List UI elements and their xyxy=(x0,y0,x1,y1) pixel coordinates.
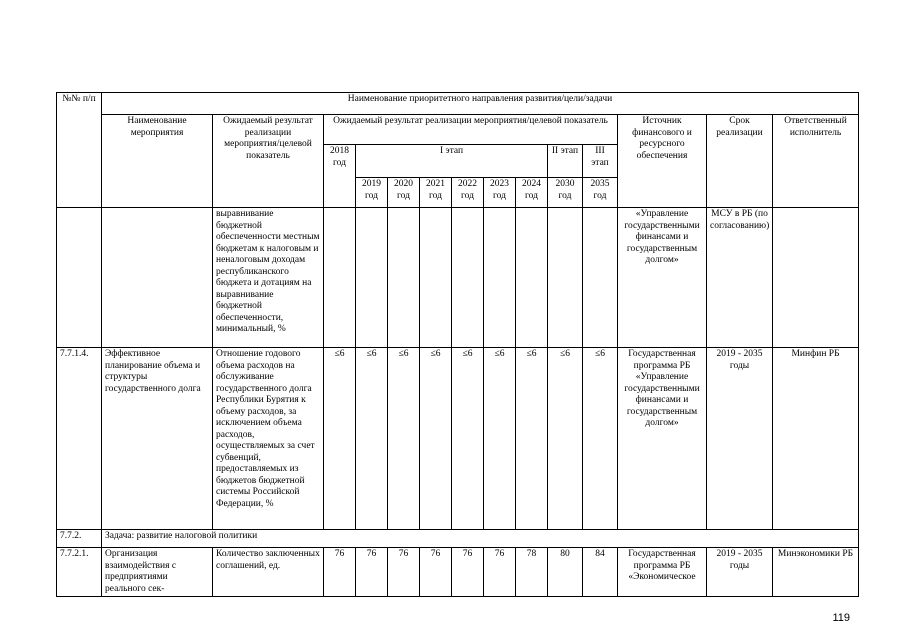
header-year: 2030 год xyxy=(548,178,583,208)
header-year: 2019 год xyxy=(356,178,388,208)
table-row-772 xyxy=(57,530,859,548)
responsible-cell: Минэкономики РБ xyxy=(773,548,859,597)
value-2020: ≤6 xyxy=(388,348,420,530)
header-responsible: Ответственный исполнитель xyxy=(773,115,859,208)
value-2030: 80 xyxy=(548,548,583,597)
page-number: 119 xyxy=(832,612,850,624)
header-source: Источник финансового и ресурсного обеспечения xyxy=(618,115,707,208)
header-indicator: Ожидаемый результат реализации мероприятия/целевой показатель xyxy=(213,115,324,208)
value-2019: ≤6 xyxy=(356,348,388,530)
term-cell: 2019 - 2035 годы xyxy=(707,548,773,597)
value-2018: 76 xyxy=(324,548,356,597)
value-2022: 76 xyxy=(452,548,484,597)
table-row-7714 xyxy=(57,348,859,530)
source-cell: Государственная программа РБ «Экономическое xyxy=(618,548,707,597)
header-name: Наименование мероприятия xyxy=(102,115,213,208)
responsible-cell: Минфин РБ xyxy=(773,348,859,530)
header-stage-2: II этап xyxy=(548,145,583,178)
header-row-1 xyxy=(57,93,859,115)
value-2023: ≤6 xyxy=(484,348,516,530)
term-cell: МСУ в РБ (по согласованию) xyxy=(707,208,773,348)
value-2024: 78 xyxy=(516,548,548,597)
header-stage-1: I этап xyxy=(356,145,548,178)
header-row-2 xyxy=(57,115,859,145)
term-cell: 2019 - 2035 годы xyxy=(707,348,773,530)
header-year: 2021 год xyxy=(420,178,452,208)
program-table xyxy=(56,92,859,597)
table-row-7721 xyxy=(57,548,859,597)
value-2035: ≤6 xyxy=(583,348,618,530)
value-2021: ≤6 xyxy=(420,348,452,530)
value-2035: 84 xyxy=(583,548,618,597)
value-2024: ≤6 xyxy=(516,348,548,530)
header-year: 2035 год xyxy=(583,178,618,208)
indicator-cell: выравнивание бюджетной обеспеченности местным бюджетам к налоговым и неналоговым доходам республиканского бюджета и дотациям на выравнивание бюджетной обеспеченности, минимальный, % xyxy=(213,208,324,348)
header-year: 2020 год xyxy=(388,178,420,208)
source-cell: «Управление государственными финансами и государственным долгом» xyxy=(618,208,707,348)
value-2020: 76 xyxy=(388,548,420,597)
header-2018: 2018 год xyxy=(324,145,356,208)
source-cell: Государственная программа РБ «Управление государственными финансами и государственным долгом» xyxy=(618,348,707,530)
task-title: Задача: развитие налоговой политики xyxy=(102,530,859,548)
row-number: 7.7.2. xyxy=(57,530,102,548)
row-number: 7.7.2.1. xyxy=(57,548,102,597)
header-num: №№ п/п xyxy=(57,93,102,208)
header-year: 2022 год xyxy=(452,178,484,208)
value-2030: ≤6 xyxy=(548,348,583,530)
header-year: 2023 год xyxy=(484,178,516,208)
table-row-continuation xyxy=(57,208,859,348)
measure-name: Организация взаимодействия с предприятиями реального сек- xyxy=(102,548,213,597)
value-2022: ≤6 xyxy=(452,348,484,530)
value-2021: 76 xyxy=(420,548,452,597)
value-2018: ≤6 xyxy=(324,348,356,530)
value-2023: 76 xyxy=(484,548,516,597)
header-year: 2024 год xyxy=(516,178,548,208)
header-term: Срок реализации xyxy=(707,115,773,208)
row-number: 7.7.1.4. xyxy=(57,348,102,530)
header-expected: Ожидаемый результат реализации мероприятия/целевой показатель xyxy=(324,115,618,145)
indicator-cell: Отношение годового объема расходов на обслуживание государственного долга Республики Бурятия к объему расходов, за исключением объема расходов, осуществляемых за счет субвенций, предоставляемых из бюджетов бюджетной системы Российской Федерации, % xyxy=(213,348,324,530)
indicator-cell: Количество заключенных соглашений, ед. xyxy=(213,548,324,597)
header-stage-3: III этап xyxy=(583,145,618,178)
value-2019: 76 xyxy=(356,548,388,597)
header-direction: Наименование приоритетного направления развития/цели/задачи xyxy=(102,93,859,115)
measure-name: Эффективное планирование объема и структуры государственного долга xyxy=(102,348,213,530)
